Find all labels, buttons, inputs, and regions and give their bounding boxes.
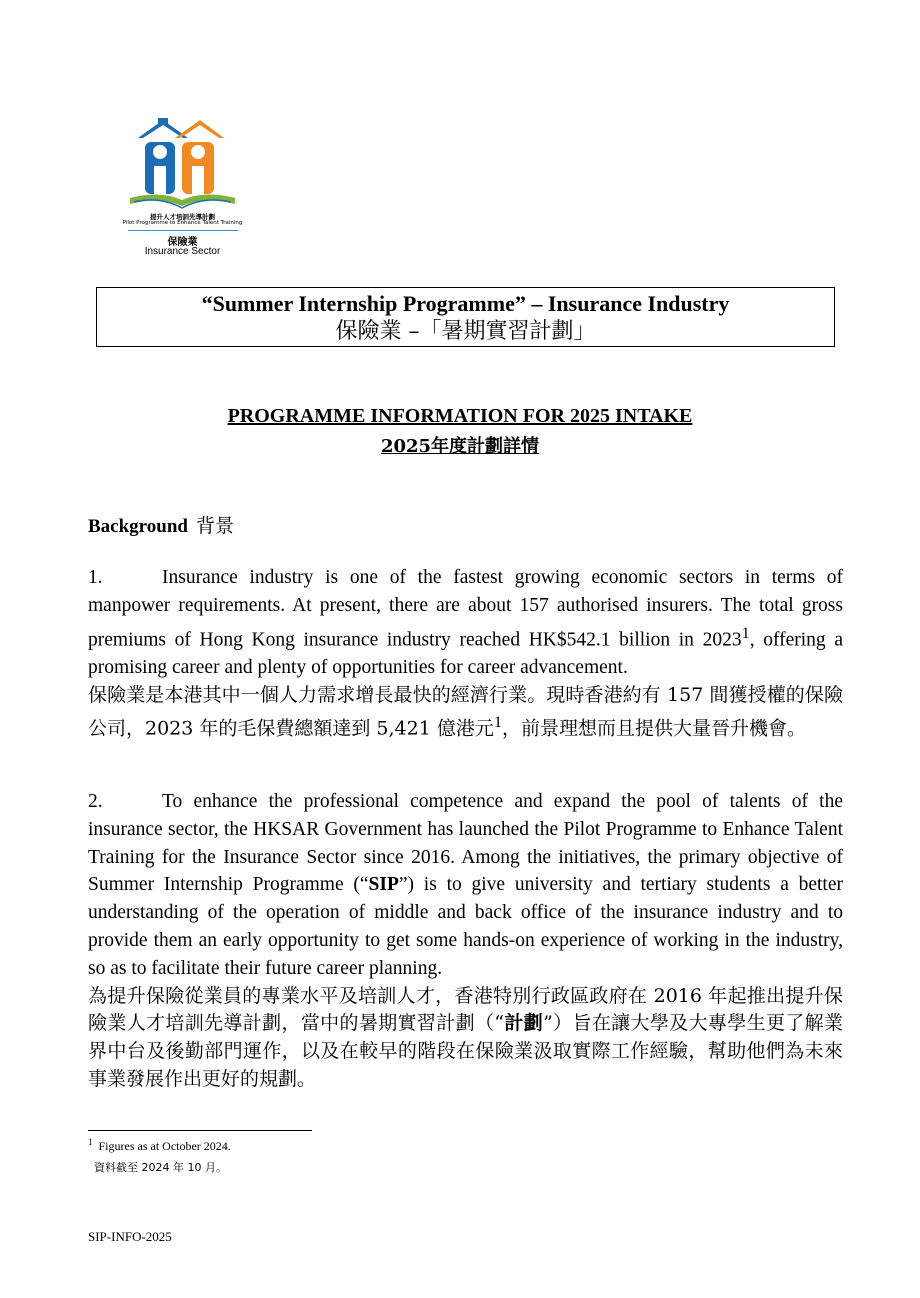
footnote-ref-cn: 1 — [493, 713, 502, 732]
plan-abbreviation-cn: 計劃 — [504, 1012, 544, 1035]
paragraph-2-cn-a: 為提升保險從業員的專業水平及培訓人才，香港特別行政區政府在 2016 年起推出提升保險業人才培訓先導計劃，當中的暑期實習計劃（“ — [88, 984, 843, 1035]
logo-programme-cn: 提升人才培訓先導計劃 — [150, 213, 215, 221]
logo-divider — [128, 230, 238, 231]
footnote-divider — [88, 1130, 312, 1131]
paragraph-1-cn-a: 保險業是本港其中一個人力需求增長最快的經濟行業。現時香港約有 157 間獲授權的保險公司，2023 年的毛保費總額達到 5,421 億港元 — [88, 683, 843, 740]
paragraph-1-en-b: , offering a promising career and plenty of opportunities for career advancement. — [88, 629, 843, 678]
section-heading-cn: 背景 — [195, 515, 234, 537]
programme-info-heading-cn: 2025年度計劃詳情 — [380, 436, 540, 457]
logo-sector-cn: 保險業 — [167, 237, 198, 248]
insurance-sector-logo — [120, 118, 245, 260]
logo-sector-en: Insurance Sector — [144, 246, 221, 257]
paragraph-2-cn-b: ”）旨在讓大學及大專學生更了解業界中台及後勤部門運作，以及在較早的階段在保險業汲取實際工作經驗，幫助他們為未來事業發展作出更好的規劃。 — [88, 1012, 843, 1090]
paragraph-2-en-b: ”) is to give university and tertiary students a better understanding of the operation of middle and back office of the insurance industry and to provide them an early opportunity to get some hands-on experience of working in the industry, so as to facilitate their future career planning. — [88, 874, 843, 979]
footnote-mark: 1 — [88, 1137, 93, 1147]
paragraph-2-en-a: To enhance the professional competence and expand the pool of talents of the insurance sector, the HKSAR Government has launched the Pilot Programme to Enhance Talent Training for the Insurance Sector since 2016. Among the initiatives, the primary objective of Summer Internship Programme (“ — [88, 791, 843, 896]
title-english: “Summer Internship Programme” – Insurance Industry — [201, 291, 730, 316]
document-code: SIP-INFO-2025 — [88, 1229, 172, 1244]
section-heading-background — [88, 511, 234, 538]
paragraph-number: 2. — [88, 791, 103, 812]
paragraph-1-en-a: Insurance industry is one of the fastest growing economic sectors in terms of manpower requirements. At present, there are about 157 authorised insurers. The total gross premiums of Hong Kong insurance industry reached HK$542.1 billion in 2023 — [88, 567, 843, 651]
paragraph-1-cn-b: ，前景理想而且提供大量晉升機會。 — [502, 717, 807, 740]
footnote — [88, 1132, 231, 1178]
section-heading-en: Background — [88, 516, 188, 537]
house-logo-icon — [120, 118, 245, 210]
footnote-en: Figures as at October 2024. — [98, 1139, 231, 1153]
title-box — [96, 287, 835, 347]
title-chinese: 保險業 –「暑期實習計劃」 — [335, 319, 596, 344]
programme-info-heading: PROGRAMME INFORMATION FOR 2025 INTAKE — [227, 405, 693, 427]
logo-programme-en: Pilot Programme to Enhance Talent Training — [122, 220, 243, 226]
footnote-ref: 1 — [741, 623, 750, 642]
paragraph-1 — [88, 564, 843, 744]
sip-abbreviation: SIP — [368, 874, 399, 896]
paragraph-number: 1. — [88, 567, 103, 588]
paragraph-2 — [88, 788, 843, 1094]
footnote-cn: 資料截至 2024 年 10 月。 — [94, 1161, 227, 1174]
